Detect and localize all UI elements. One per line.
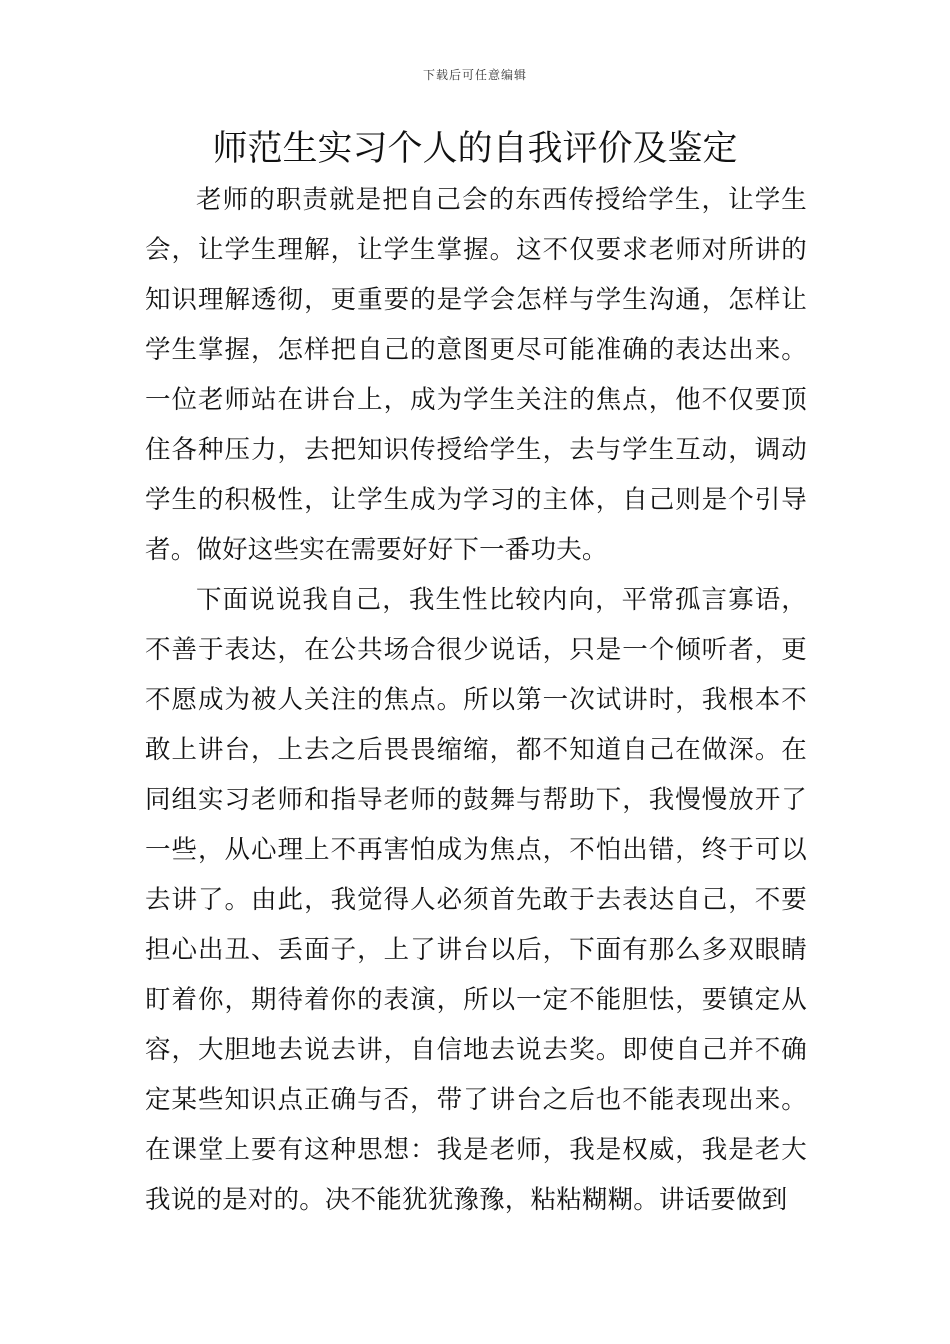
header-note: 下载后可任意编辑	[422, 68, 527, 82]
paragraph: 下面说说我自己，我生性比较内向，平常孤言寡语，不善于表达，在公共场合很少说话，只是一个倾听者，更不愿成为被人关注的焦点。所以第一次试讲时，我根本不敢上讲台，上去之后畏畏缩缩，都不知道自己在做深。在同组实习老师和指导老师的鼓舞与帮助下，我慢慢放开了一些，从心理上不再害怕成为焦点，不怕出错，终于可以去讲了。由此，我觉得人必须首先敢于去表达自己，不要担心出丑、丢面子，上了讲台以后，下面有那么多双眼睛盯着你，期待着你的表演，所以一定不能胆怯，要镇定从容，大胆地去说去讲，自信地去说去奖。即使自己并不确定某些知识点正确与否，带了讲台之后也不能表现出来。在课堂上要有这种思想：我是老师，我是权威，我是老大我说的是对的。决不能犹犹豫豫，粘粘糊糊。讲话要做到	[145, 585, 807, 1215]
paragraph: 老师的职责就是把自己会的东西传授给学生，让学生会，让学生理解，让学生掌握。这不仅要求老师对所讲的知识理解透彻，更重要的是学会怎样与学生沟通，怎样让学生掌握，怎样把自己的意图更尽可能准确的表达出来。一位老师站在讲台上，成为学生关注的焦点，他不仅要顶住各种压力，去把知识传授给学生，去与学生互动，调动学生的积极性，让学生成为学习的主体，自己则是个引导者。做好这些实在需要好好下一番功夫。	[145, 185, 807, 565]
document-title: 师范生实习个人的自我评价及鉴定	[212, 129, 738, 169]
document-body	[145, 175, 807, 1225]
